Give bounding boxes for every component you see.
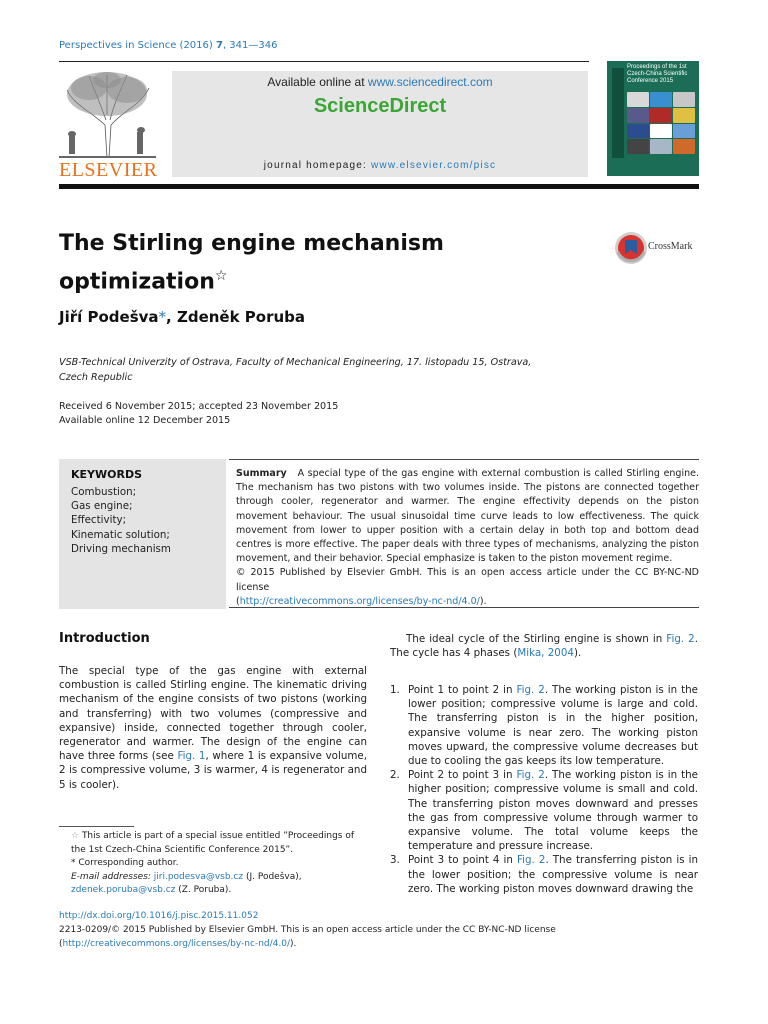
cycle-phase-list [390, 683, 698, 896]
keyword-item: Driving mechanism [71, 542, 171, 555]
list-item: 3. Point 3 to point 4 in Fig. 2. The transferring piston is in the lower position; the compressive volume is near zero. The working piston moves downward drawing the [390, 854, 699, 895]
section-heading-introduction: Introduction [59, 631, 150, 646]
author-podesva: Jiří Podešva [59, 308, 159, 326]
received-accepted-date: Received 6 November 2015; accepted 23 November 2015 [59, 401, 339, 412]
title-footnote-mark[interactable]: ☆ [214, 268, 228, 284]
special-issue-footnote: ☆ This article is part of a special issue entitled ”Proceedings of the 1st Czech-China Scientific Conference 2015”. [71, 831, 355, 855]
footer-license: 2213-0209/© 2015 Published by Elsevier GmbH. This is an open access article under the CC BY-NC-ND license (http://creativecommons.org/licenses/by-nc-nd/4.0/). [59, 925, 556, 949]
license-link[interactable]: http://creativecommons.org/licenses/by-nc-nd/4.0/ [239, 595, 480, 607]
available-online-line: Available online at www.sciencedirect.com [267, 75, 493, 89]
abstract-summary: Summary A special type of the gas engine with external combustion is called Stirling engine. The mechanism has two pistons with two volumes inside. The pistons are connected together through cooler, regenerator and warmer. The engine effectivity depends on the piston movement behaviour. The usual sinusoidal time curve leads to low effectiveness. The quick movement from lower to upper position with a certain delay in both top and bottom dead centres is more effective. The paper deals with three types of mechanisms, analyzing the piston movement, and their behavior. Special emphasize is taken to the piston movement regime. © 2015 Published by Elsevier GmbH. This is an open access article under the CC BY-NC-ND license (http://creativecommons.org/licenses/by-nc-nd/4.0/). [236, 468, 699, 607]
masthead-thick-rule [59, 184, 699, 189]
corresponding-author-footnote: * Corresponding author. [71, 858, 179, 868]
journal-cover-tiles [627, 92, 695, 154]
figure-2-link[interactable]: Fig. 2 [516, 854, 546, 867]
email-link-podesva[interactable]: jiri.podesva@vsb.cz [153, 871, 244, 882]
article-title: The Stirling engine mechanism optimization☆ [59, 231, 444, 295]
introduction-paragraph: The special type of the gas engine with external combustion is called Stirling engine. The kinematic driving mechanism of the engine consists of two pistons (working and transferring) with two volumes (compressive and expansive) inside, connected together through cooler, regenerator and warmer. The design of the engine can have three forms (see Fig. 1, where 1 is expansive volume, 2 is compressive volume, 3 is warmer, 4 is regenerator and 5 is cooler). [59, 665, 367, 791]
copyright-notice: © 2015 Published by Elsevier GmbH. This is an open access article under the CC BY-NC-ND license [236, 567, 699, 593]
figure-2-link[interactable]: Fig. 2 [666, 633, 695, 645]
journal-cover-spine [612, 68, 624, 158]
keyword-item: Kinematic solution; [71, 528, 170, 541]
email-link-poruba[interactable]: zdenek.poruba@vsb.cz [71, 885, 176, 895]
summary-top-rule [229, 459, 699, 460]
available-online-date: Available online 12 December 2015 [59, 415, 231, 426]
journal-cover-title: Proceedings of the 1st Czech-China Scientific Conference 2015 [627, 64, 688, 84]
summary-bottom-rule [229, 607, 699, 608]
email-footnote: E-mail addresses: jiri.podesva@vsb.cz (J. Podešva), zdenek.poruba@vsb.cz (Z. Poruba). [71, 871, 302, 895]
sciencedirect-url-link[interactable]: www.sciencedirect.com [367, 75, 493, 89]
elsevier-tree-logo [59, 70, 156, 160]
keyword-item: Effectivity; [71, 514, 127, 527]
journal-homepage-line: journal homepage: www.elsevier.com/pisc [263, 160, 497, 171]
keyword-item: Gas engine; [71, 500, 133, 513]
keywords-list [71, 485, 171, 556]
affiliation: VSB-Technical Univerzity of Ostrava, Faculty of Mechanical Engineering, 17. listopadu 15, Ostrava, Czech Republic [59, 357, 532, 383]
elsevier-wordmark: ELSEVIER [59, 159, 158, 181]
summary-text: A special type of the gas engine with external combustion is called Stirling engine. The mechanism has two pistons with two volumes inside. The pistons are connected together through cooler, regenerator and warmer. The engine effectivity depends on the piston movement behaviour. The usual sinusoidal time curve leads to low effectiveness. The quick movement from lower to upper position with a certain delay in both top and bottom dead centres is more effective. The paper deals with three types of mechanisms, analyzing the piston movement, and their behavior. Special emphasize is taken to the piston movement regime. [236, 468, 699, 565]
list-item: 1. Point 1 to point 2 in Fig. 2. The working piston is in the lower position; compressive volume is large and cold. The transferring piston is in the higher position, expansive volume is near zero. The working piston moves upward, the compressive volume decreases but due to cooling the gas keeps its low temperature. [390, 684, 698, 768]
sciencedirect-logo[interactable]: ScienceDirect [313, 95, 447, 117]
doi-link[interactable]: http://dx.doi.org/10.1016/j.pisc.2015.11.052 [59, 911, 259, 921]
author-list: Jiří Podešva*, Zdeněk Poruba [59, 308, 306, 326]
keywords-heading: KEYWORDS [71, 468, 143, 481]
keyword-item: Combustion; [71, 486, 137, 498]
footnote-rule [59, 826, 134, 827]
summary-label: Summary [236, 468, 287, 479]
reference-mika-link[interactable]: Mika, 2004 [517, 647, 574, 660]
figure-2-link[interactable]: Fig. 2 [516, 684, 545, 696]
header-rule [59, 61, 589, 62]
figure-1-link[interactable]: Fig. 1 [177, 750, 206, 763]
list-item: 2. Point 2 to point 3 in Fig. 2. The working piston is in the higher position; compressive volume is small and cold. The transferring piston moves downward and presses the gas from compressive volume through warmer to expansive volume. The total volume keeps the temperature and pressure increase. [390, 769, 698, 853]
footer-license-link[interactable]: http://creativecommons.org/licenses/by-nc-nd/4.0/ [62, 938, 290, 949]
journal-homepage-link[interactable]: www.elsevier.com/pisc [370, 160, 497, 171]
figure-2-link[interactable]: Fig. 2 [516, 769, 545, 782]
cycle-intro-paragraph: The ideal cycle of the Stirling engine is shown in Fig. 2. The cycle has 4 phases (Mika, 2004). [390, 633, 699, 660]
article-dates [59, 400, 338, 428]
crossmark-label[interactable]: CrossMark [648, 241, 693, 252]
journal-citation[interactable]: Perspectives in Science (2016) 7, 341—346 [59, 40, 278, 51]
footnotes [59, 830, 367, 898]
corresponding-author-mark[interactable]: * [158, 308, 167, 326]
author-poruba: Zdeněk Poruba [176, 308, 306, 326]
